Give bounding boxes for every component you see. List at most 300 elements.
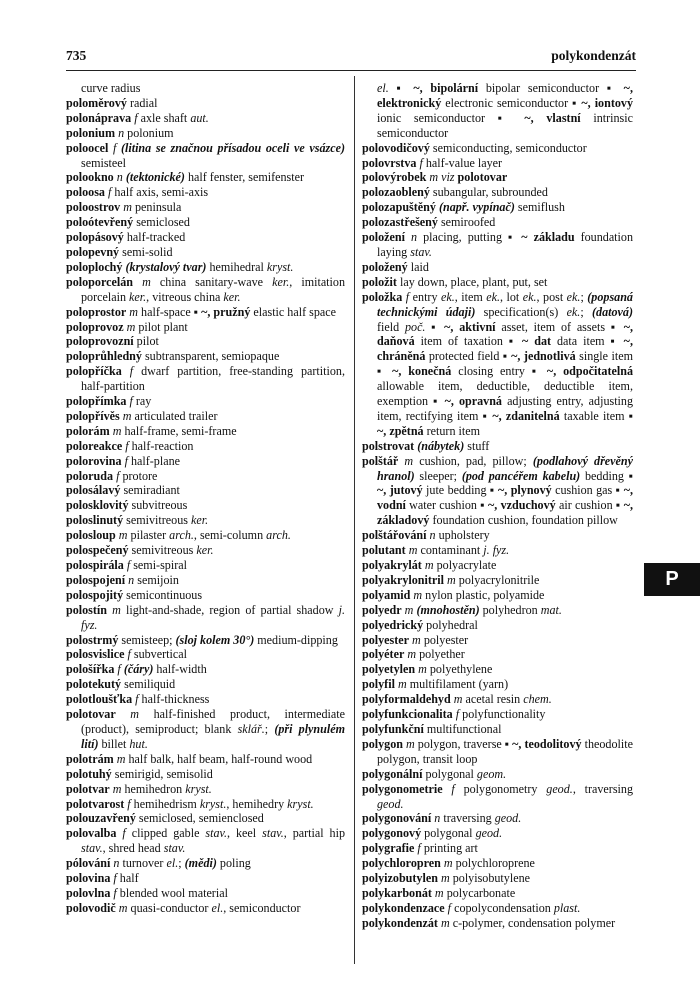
headword: polospojení: [66, 572, 126, 587]
headword: polospečený: [66, 543, 129, 558]
translation: lay down, place, plant, put, set: [396, 274, 548, 289]
dictionary-entry: [66, 409, 345, 424]
dictionary-entry: [66, 513, 345, 528]
headword: polyamid: [362, 587, 411, 602]
headword: polostín: [66, 602, 107, 617]
grammar-label: m: [401, 602, 417, 617]
translation: bedding ▪: [580, 468, 634, 483]
translation: air cushion ▪: [555, 498, 624, 513]
translation: polonium: [124, 125, 174, 140]
qualifier: (např. vypínač): [438, 200, 515, 215]
headword: polotrám: [66, 751, 114, 766]
grammar-label: m: [115, 900, 128, 915]
headword: ~, odpočitatelná: [546, 364, 634, 379]
headword: polopřímka: [66, 394, 127, 409]
translation: , keel: [227, 826, 263, 841]
headword: polyester: [362, 632, 410, 647]
grammar-label: stav.: [81, 841, 103, 856]
translation: semiroofed: [437, 215, 496, 230]
dictionary-entry: [362, 558, 633, 573]
headword: polychloropren: [362, 856, 441, 871]
translation: semiradiant: [120, 483, 180, 498]
translation: semi-spiral: [130, 558, 187, 572]
translation: contaminant: [417, 543, 484, 558]
headword: polookno: [66, 170, 114, 185]
headword: polospojitý: [66, 587, 124, 602]
headword: polyfunkcionalita: [362, 707, 453, 722]
qualifier: (čáry): [123, 662, 154, 677]
translation: nylon plastic, polyamide: [422, 587, 545, 602]
headword: ~, teodolitový: [512, 736, 582, 751]
translation: semivitreous: [128, 543, 197, 558]
translation: closing entry ▪: [451, 364, 547, 379]
translation: half-space ▪: [138, 304, 202, 319]
translation: adjusting entry, adjusting item, rectifying item ▪: [377, 394, 634, 423]
dictionary-entry: [362, 916, 633, 931]
headword: ~ dat: [522, 334, 552, 349]
translation: semisteep;: [118, 632, 176, 647]
headword: polotloušťka: [66, 692, 133, 707]
grammar-label: f: [416, 155, 423, 170]
translation: ionic semiconductor ▪: [377, 110, 525, 125]
grammar-label: arch.: [266, 528, 291, 543]
dictionary-entry: [362, 290, 633, 439]
grammar-label: m: [119, 408, 132, 423]
grammar-label: f: [108, 140, 121, 155]
dictionary-entry: [66, 260, 345, 275]
headword: polonáprava: [66, 110, 132, 125]
dictionary-entry: [66, 782, 345, 797]
grammar-label: m: [421, 558, 434, 572]
qualifier: (pod pancéřem kabelu): [461, 468, 581, 483]
dictionary-entry: [362, 662, 633, 677]
dictionary-entry: [66, 528, 345, 543]
translation: traversing: [440, 811, 495, 826]
translation: theodolite polygon, transit loop: [377, 736, 633, 766]
grammar-label: f: [116, 826, 126, 841]
grammar-label: f: [126, 394, 133, 409]
translation: electronic semiconductor ▪: [441, 95, 582, 110]
translation: polyhedral: [423, 617, 478, 632]
headword: polutant: [362, 543, 406, 558]
translation: polyether: [416, 647, 465, 662]
dictionary-entry: [66, 856, 345, 871]
headword: polovlna: [66, 885, 111, 900]
grammar-label: m: [443, 572, 456, 587]
dictionary-entry: [362, 454, 633, 529]
translation: field: [377, 319, 405, 334]
translation: quasi-conductor: [127, 900, 212, 915]
headword: polštář: [362, 453, 399, 468]
translation: taxable item ▪: [559, 408, 634, 423]
translation: , post: [536, 289, 567, 304]
headword: ~, jutový: [377, 483, 423, 498]
grammar-label: n: [405, 230, 418, 245]
translation: foundation laying: [377, 230, 633, 259]
translation: semiflush: [514, 200, 565, 215]
page-number: 735: [66, 48, 87, 63]
qualifier: (nábytek): [417, 438, 465, 453]
translation: half-value layer: [422, 155, 503, 170]
grammar-label: m: [403, 736, 415, 751]
dictionary-entry: [66, 633, 345, 648]
headword: položka: [362, 289, 403, 304]
dictionary-entry: [66, 230, 345, 245]
headword: polotovar: [66, 707, 116, 722]
translation: hemihedron: [121, 781, 186, 796]
headword: položit: [362, 274, 397, 289]
headword: polozastřešený: [362, 215, 438, 230]
headword: polykarbonát: [362, 885, 432, 900]
grammar-label: m: [115, 528, 128, 543]
dictionary-entry: [362, 692, 633, 707]
headword: ~, pružný: [201, 304, 251, 319]
grammar-label: f: [110, 885, 117, 900]
translation: protected field ▪: [425, 349, 512, 364]
translation: ▪: [425, 319, 445, 334]
dictionary-entry: [66, 454, 345, 469]
grammar-label: el.: [166, 856, 179, 871]
grammar-label: m: [107, 602, 121, 617]
dictionary-entry: [66, 811, 345, 826]
translation: placing, putting ▪: [417, 230, 522, 245]
headword: ~, aktivní: [444, 319, 496, 334]
translation: , lot: [500, 289, 523, 304]
translation: subtransparent, semiopaque: [141, 349, 280, 364]
grammar-label: n: [110, 856, 120, 871]
headword: poloporcelán: [66, 274, 133, 289]
right-column: [362, 81, 633, 931]
grammar-label: chem.: [523, 692, 552, 707]
headword: polstrovat: [362, 438, 415, 453]
translation: semisteel: [81, 155, 127, 170]
grammar-label: geod.: [546, 781, 573, 796]
headword: polostrmý: [66, 632, 119, 647]
headword: poloprostor: [66, 304, 127, 319]
qualifier: (mnohostěn): [416, 602, 480, 617]
translation: upholstery: [435, 528, 490, 543]
dictionary-entry: [66, 707, 345, 752]
headword: polštářování: [362, 528, 427, 543]
dictionary-entry: [362, 215, 633, 230]
translation: articulated trailer: [131, 408, 218, 423]
dictionary-entry: [66, 603, 345, 633]
dictionary-entry: [362, 141, 633, 156]
dictionary-entry: [66, 364, 345, 394]
headword: ~, plynový: [497, 483, 552, 498]
dictionary-entry: [66, 483, 345, 498]
qualifier: (tektonické): [125, 170, 185, 185]
headword: poloostrov: [66, 200, 121, 215]
dictionary-entry: [362, 573, 633, 588]
headword: polygonální: [362, 766, 423, 781]
headword: polyéter: [362, 647, 405, 662]
translation: radial: [126, 95, 158, 110]
headword: ~, jednotlivá: [511, 349, 576, 364]
translation: semiconducting, semiconductor: [429, 140, 587, 155]
translation: , semi-column: [193, 528, 267, 543]
translation: allowable item, deductible, deductible item, exemption ▪: [377, 379, 633, 409]
grammar-label: m: [398, 453, 414, 468]
translation: half balk, half beam, half-round wood: [125, 751, 313, 766]
translation: half-plane: [127, 453, 180, 468]
grammar-label: stav.: [262, 826, 284, 841]
entry-continuation: [362, 81, 633, 141]
translation: data item ▪: [551, 334, 624, 349]
grammar-label: m: [415, 662, 427, 677]
headword: polotvarost: [66, 796, 125, 811]
grammar-label: ker.: [196, 543, 214, 558]
dictionary-entry: [66, 767, 345, 782]
headword: polorám: [66, 423, 110, 438]
translation: stuff: [464, 438, 490, 453]
translation: polyacrylonitrile: [455, 572, 540, 587]
headword: poloměrový: [66, 95, 127, 110]
translation: sleeper;: [414, 468, 462, 483]
grammar-label: geom.: [476, 766, 507, 781]
dictionary-entry: [362, 707, 633, 722]
headword: poloótevřený: [66, 215, 134, 230]
translation: jute bedding ▪: [422, 483, 498, 498]
translation: hemihedrism: [130, 796, 200, 811]
translation: , item: [454, 289, 487, 304]
translation: item of taxation ▪: [414, 334, 523, 349]
grammar-label: mat.: [540, 602, 562, 617]
dictionary-entry: [362, 439, 633, 454]
translation: , traversing: [572, 781, 633, 796]
translation: polyethylene: [426, 662, 493, 677]
grammar-label: stav.: [163, 841, 186, 856]
grammar-label: ek.: [486, 289, 500, 304]
grammar-label: m: [409, 632, 421, 647]
grammar-label: f: [124, 647, 131, 662]
headword: polospirála: [66, 558, 124, 572]
dictionary-entry: [66, 349, 345, 364]
grammar-label: f: [444, 900, 452, 915]
grammar-label: j. fyz.: [483, 543, 510, 558]
grammar-label: f: [121, 453, 128, 468]
translation: protore: [119, 468, 158, 483]
translation: polygonometry: [454, 781, 547, 796]
dictionary-entry: [362, 528, 633, 543]
headword: polosvislice: [66, 647, 125, 662]
headword: ~, vlastní: [524, 110, 581, 125]
dictionary-entry: [66, 677, 345, 692]
grammar-label: geod.: [475, 826, 503, 841]
translation: polyester: [420, 632, 469, 647]
headword: polopásový: [66, 230, 124, 245]
translation: polyisobutylene: [449, 871, 530, 886]
headword: polykondenzace: [362, 900, 445, 915]
grammar-label: f: [121, 364, 134, 379]
headword: polyakrylát: [362, 558, 422, 572]
dictionary-entry: [66, 141, 345, 171]
grammar-label: el.: [211, 900, 224, 915]
dictionary-entry: [66, 334, 345, 349]
headword: polozapuštěný: [362, 200, 436, 215]
grammar-label: m: [109, 781, 122, 796]
translation: water cushion ▪: [405, 498, 489, 513]
header-rule: [66, 70, 636, 71]
headword: ~, chráněná: [377, 334, 633, 364]
translation: axle shaft: [137, 110, 191, 125]
qualifier: (sloj kolem 30°): [175, 632, 255, 647]
grammar-label: ek.: [566, 304, 581, 319]
dictionary-entry: [66, 797, 345, 812]
grammar-label: arch.: [169, 528, 194, 543]
dictionary-entry: [66, 424, 345, 439]
running-head: polykondenzát: [551, 48, 636, 63]
translation: polychloroprene: [452, 856, 535, 871]
translation: polyfunctionality: [459, 707, 546, 722]
translation: polycarbonate: [443, 885, 516, 900]
translation: semiliquid: [121, 677, 176, 692]
translation: clipped gable: [125, 826, 206, 841]
translation: china sanitary-wave: [150, 274, 273, 289]
grammar-label: f: [131, 110, 138, 125]
grammar-label: m: [410, 587, 423, 602]
translation: semirigid, semisolid: [111, 766, 213, 781]
translation: half fenster, semifenster: [184, 170, 304, 185]
translation: multifilament (yarn): [406, 677, 509, 692]
translation: half-frame, semi-frame: [121, 423, 237, 438]
translation: printing art: [420, 841, 478, 856]
qualifier: (litina se značnou přísadou oceli ve vsázce): [120, 140, 345, 155]
column-divider: [354, 76, 355, 964]
grammar-label: f: [114, 662, 124, 677]
translation: semijoin: [134, 572, 179, 587]
grammar-label: m: [437, 871, 450, 886]
headword: poloruda: [66, 468, 114, 483]
headword: ~, zpětná: [377, 423, 424, 438]
grammar-label: kryst.: [287, 796, 314, 811]
translation: asset, item of assets ▪: [495, 319, 624, 334]
translation: intrinsic semiconductor: [377, 110, 633, 140]
headword: ~, elektronický: [377, 81, 633, 110]
dictionary-entry: [362, 901, 633, 916]
headword: polyedrický: [362, 617, 424, 632]
dictionary-entry: [362, 871, 633, 886]
translation: medium-dipping: [254, 632, 338, 647]
dictionary-entry: [362, 156, 633, 171]
grammar-label: sklář.: [237, 721, 265, 736]
dictionary-entry: [66, 170, 345, 185]
translation: curve radius: [81, 81, 141, 95]
grammar-label: m: [440, 856, 453, 871]
translation: semicontinuous: [123, 587, 203, 602]
headword: polyakrylonitril: [362, 572, 444, 587]
translation: semi-solid: [119, 244, 173, 259]
dictionary-entry: [362, 677, 633, 692]
translation: copolycondensation: [451, 900, 554, 915]
entry-continuation: [66, 81, 345, 96]
headword: ~, zdanitelná: [492, 408, 560, 423]
grammar-label: m: [394, 677, 407, 692]
translation: half-tracked: [123, 230, 186, 245]
headword: polovodič: [66, 900, 116, 915]
headword: polopevný: [66, 244, 120, 259]
grammar-label: m: [126, 304, 139, 319]
dictionary-entry: [362, 826, 633, 841]
headword: polygonování: [362, 811, 432, 826]
dictionary-entry: [362, 230, 633, 260]
dictionary-entry: [362, 200, 633, 215]
grammar-label: plast.: [553, 900, 581, 915]
headword: polyetylen: [362, 662, 416, 677]
headword: polotvar: [66, 781, 110, 796]
dictionary-entry: [66, 752, 345, 767]
grammar-label: m: [431, 885, 444, 900]
headword: polygrafie: [362, 841, 415, 856]
translation: polygonal: [421, 826, 476, 841]
translation: half-thickness: [138, 692, 210, 707]
translation: semiclosed, semienclosed: [135, 811, 264, 826]
dictionary-entry: [362, 841, 633, 856]
dictionary-entry: [66, 558, 345, 573]
translation: acetal resin: [462, 692, 524, 707]
dictionary-entry: [362, 782, 633, 812]
translation: dwarf partition, free-standing partition, half-partition: [81, 364, 345, 394]
translation: half-width: [153, 662, 207, 677]
headword: ~, konečná: [392, 364, 452, 379]
translation: , vitreous china: [146, 289, 224, 304]
dictionary-entry: [362, 737, 633, 767]
translation: multifunctional: [423, 721, 502, 736]
dictionary-entry: [66, 275, 345, 305]
grammar-label: kryst.: [266, 259, 294, 274]
grammar-label: ker.: [272, 274, 290, 289]
dictionary-entry: [66, 871, 345, 886]
dictionary-entry: [66, 200, 345, 215]
dictionary-entry: [66, 573, 345, 588]
dictionary-entry: [66, 498, 345, 513]
translation: half-finished product, intermediate (product), semiproduct; blank: [81, 707, 345, 736]
headword: polopřívěs: [66, 408, 120, 423]
translation: ;: [264, 721, 275, 736]
dictionary-entry: [66, 886, 345, 901]
headword: pólování: [66, 856, 111, 871]
dictionary-entry: [66, 96, 345, 111]
grammar-label: ek.: [440, 289, 455, 304]
grammar-label: m: [404, 647, 417, 662]
grammar-label: ek.: [566, 289, 581, 304]
qualifier: (při plynulém lití): [81, 721, 346, 751]
grammar-label: m: [132, 274, 151, 289]
translation: bipolar semiconductor ▪: [478, 81, 624, 95]
headword: polygonový: [362, 826, 422, 841]
headword: poloprůhledný: [66, 349, 142, 364]
grammar-label: geod.: [377, 796, 404, 811]
translation: ▪: [388, 81, 414, 95]
translation: , semiconductor: [223, 900, 301, 915]
headword: poloocel: [66, 140, 109, 155]
dictionary-entry: [66, 662, 345, 677]
translation: , shred head: [102, 841, 164, 856]
headword: polosloup: [66, 528, 116, 543]
headword: poloreakce: [66, 438, 123, 453]
dictionary-entry: [362, 543, 633, 558]
left-column: [66, 81, 345, 916]
grammar-label: f: [113, 468, 120, 483]
grammar-label: m: [437, 915, 450, 930]
translation: polygon, traverse ▪: [414, 736, 513, 751]
dictionary-entry: [66, 215, 345, 230]
qualifier: (podlahový dřevěný hranol): [377, 453, 633, 483]
translation: cushion gas ▪: [551, 483, 624, 498]
translation: specification(s): [475, 304, 567, 319]
headword: polotovar: [457, 170, 508, 185]
thumb-index-tab[interactable]: P: [644, 563, 700, 596]
